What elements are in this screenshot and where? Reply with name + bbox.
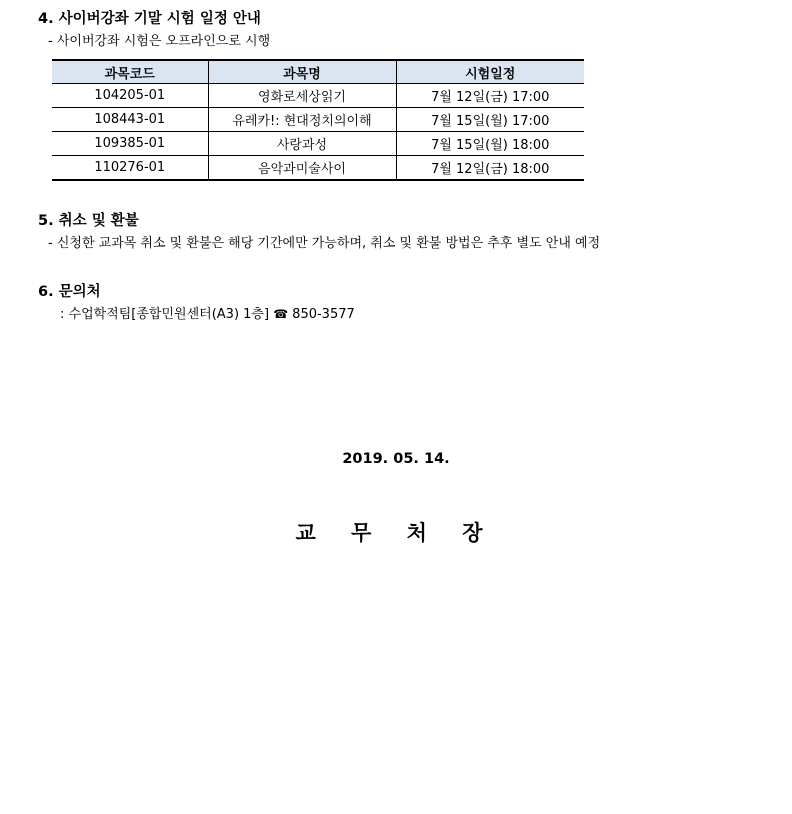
exam-schedule-cell: 7월 15일(월) 17:00 [396, 108, 584, 132]
course-name-cell: 음악과미술사이 [208, 156, 396, 181]
course-code-cell: 104205-01 [52, 84, 208, 108]
course-code-cell: 109385-01 [52, 132, 208, 156]
course-name-cell: 유레카!: 현대정치의이해 [208, 108, 396, 132]
table-row [52, 108, 584, 132]
course-name-cell: 사랑과성 [208, 132, 396, 156]
header-course-code: 과목코드 [52, 60, 208, 84]
exam-schedule-cell: 7월 12일(금) 17:00 [396, 84, 584, 108]
exam-schedule-cell: 7월 12일(금) 18:00 [396, 156, 584, 181]
course-code-cell: 110276-01 [52, 156, 208, 181]
section-6-title: 6. 문의처 [38, 284, 101, 300]
course-name-cell: 영화로세상읽기 [208, 84, 396, 108]
section-4-note: - 사이버강좌 시험은 오프라인으로 시행 [48, 34, 271, 49]
document-date: 2019. 05. 14. [342, 451, 450, 467]
phone-icon: ☎ [273, 307, 289, 321]
table-row [52, 84, 584, 108]
table-header-row [52, 60, 584, 84]
issuer-signature: 교 무 처 장 [295, 521, 497, 545]
contact-phone: 850-3577 [292, 307, 355, 322]
contact-office: : 수업학적팀[종합민원센터(A3) 1층] [60, 307, 270, 322]
exam-schedule-table [52, 59, 584, 181]
header-course-name: 과목명 [208, 60, 396, 84]
header-exam-schedule: 시험일정 [396, 60, 584, 84]
exam-schedule-cell: 7월 15일(월) 18:00 [396, 132, 584, 156]
contact-line [60, 306, 355, 323]
course-code-cell: 108443-01 [52, 108, 208, 132]
section-5-note: - 신청한 교과목 취소 및 환불은 해당 기간에만 가능하며, 취소 및 환불 방법은 추후 별도 안내 예정 [48, 236, 601, 251]
section-4-title: 4. 사이버강좌 기말 시험 일정 안내 [38, 11, 261, 27]
table-row [52, 132, 584, 156]
table-row [52, 156, 584, 181]
section-5-title: 5. 취소 및 환불 [38, 213, 139, 229]
